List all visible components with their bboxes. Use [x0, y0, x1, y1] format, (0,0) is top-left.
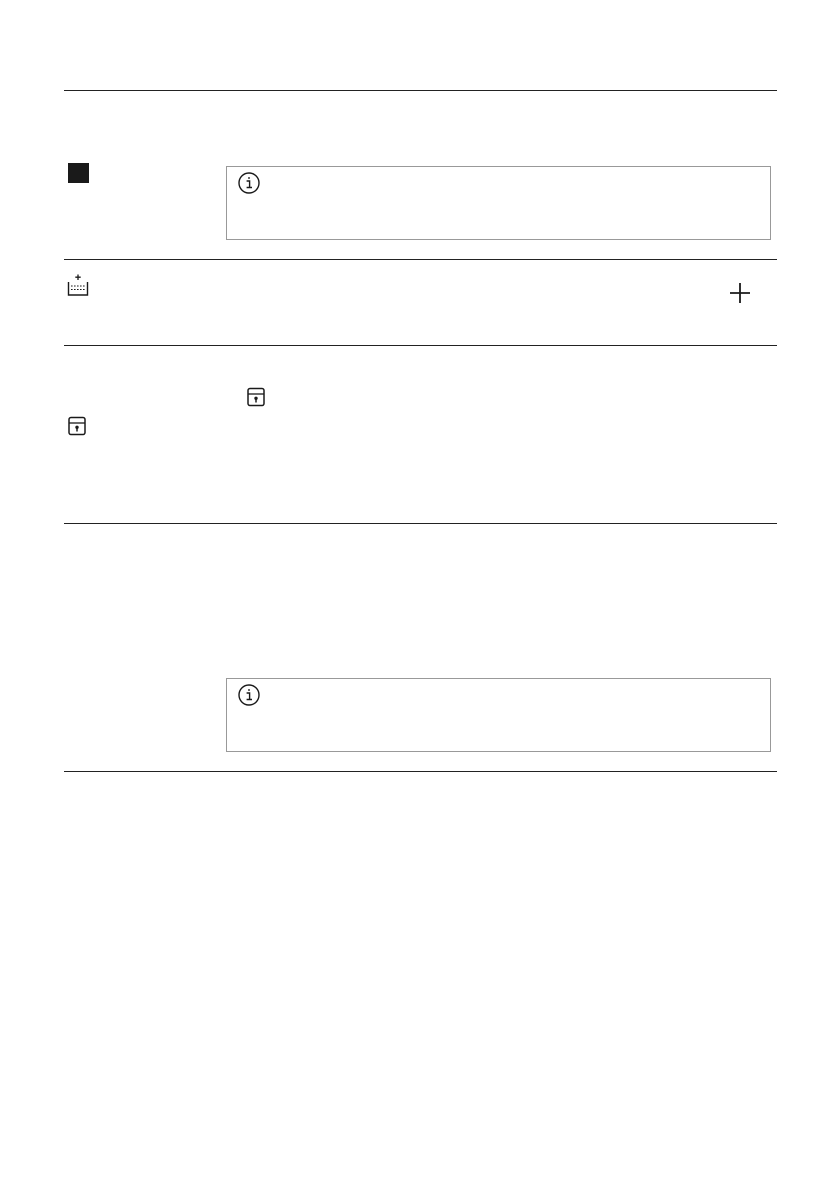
divider-top: [64, 90, 777, 91]
info-note-box-1: [226, 166, 771, 240]
info-icon: [238, 172, 260, 194]
divider-bottom: [64, 771, 777, 772]
door-lock-icon: [67, 416, 87, 436]
plus-icon: [728, 281, 752, 305]
rinse-plus-icon: [66, 273, 90, 297]
door-lock-icon: [246, 387, 266, 407]
divider-section-2: [64, 345, 777, 346]
info-note-box-2: [226, 678, 771, 752]
divider-section-1: [64, 259, 777, 260]
info-icon: [238, 684, 260, 706]
stop-square-icon: [68, 163, 89, 183]
divider-section-3: [64, 523, 777, 524]
